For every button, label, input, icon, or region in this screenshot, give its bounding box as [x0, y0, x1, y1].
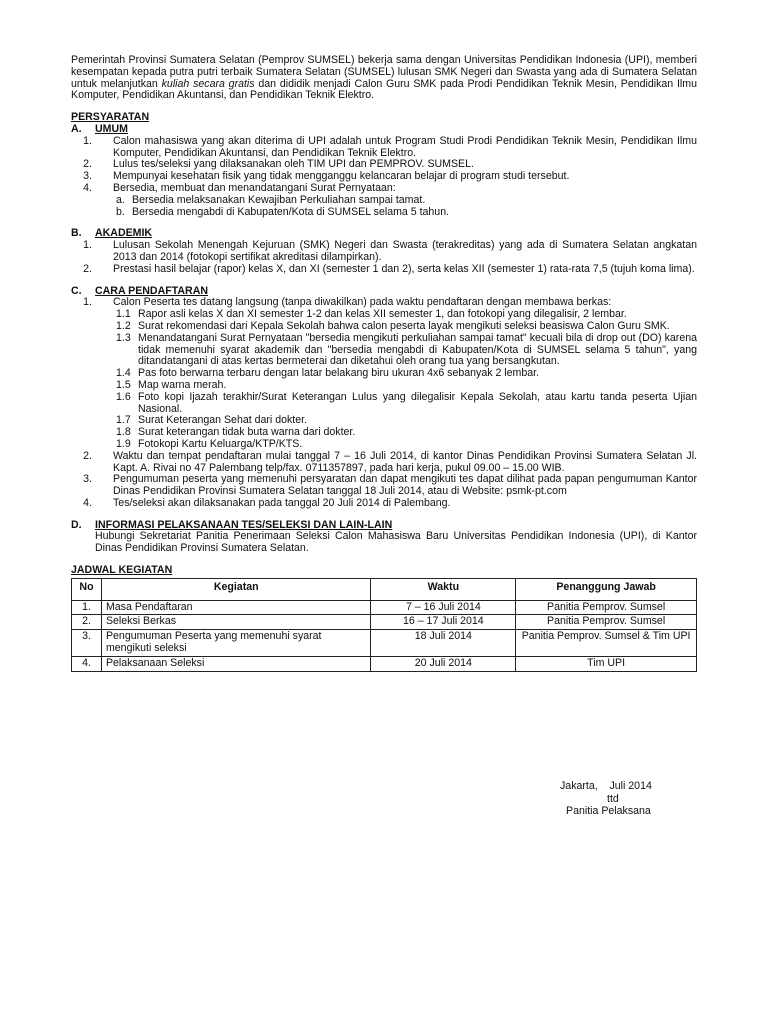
sub-list-item: a. Bersedia melaksanakan Kewajiban Perkuliahan sampai tamat. [116, 193, 426, 206]
sub-list-item: 1.8 Surat keterangan tidak buta warna dari dokter. [116, 426, 356, 439]
intro-text-1: Pemerintah Provinsi Sumatera Selatan (Pemprov SUMSEL) bekerja sama dengan Universitas Pendidikan Indonesia (UPI), memberi kesempatan kepada putra putri terbaik Sumatera Selatan (SUMSEL) lulusan SMK Negeri dan Swasta yang ada di Sumatera Selatan untuk melanjutkan [71, 54, 697, 90]
table-header-row [72, 578, 697, 600]
section-umum-heading: A. UMUM [71, 122, 128, 135]
sub-list-item: 1.1 Rapor asli kelas X dan XI semester 1-2 dan kelas XII semester 1, dan fotokopi yang dilegalisir, 2 lembar. [116, 308, 627, 321]
informasi-paragraph: Hubungi Sekretariat Panitia Penerimaan Seleksi Calon Mahasiswa Baru Universitas Pendidikan Indonesia (UPI), di Kantor Dinas Pendidikan Provinsi Sumatera Selatan. [95, 530, 697, 555]
table-header-cell: Penanggung Jawab [516, 578, 697, 600]
list-item: 2. Waktu dan tempat pendaftaran mulai tanggal 7 – 16 Juli 2014, di kantor Dinas Pendidikan Provinsi Sumatera Selatan Jl. Kapt. A. Rivai no 47 Palembang telp/fax. 0711357897, pada hari kerja, pukul 09.00 – 15.00 WIB. [83, 449, 697, 474]
list-item: 3. Pengumuman peserta yang memenuhi persyaratan dan dapat mengikuti tes dapat dilihat pada papan pengumuman Kantor Dinas Pendidikan Provinsi Sumatera Selatan tanggal 18 Juli 2014, atau di Website: psmk-pt.com [83, 473, 697, 498]
table-cell: 4. [72, 656, 102, 671]
table-row [72, 600, 697, 615]
signature-signer: Panitia Pelaksana [566, 805, 651, 817]
section-cara-heading: C. CARA PENDAFTARAN [71, 284, 208, 297]
sub-list-item: 1.4 Pas foto berwarna terbaru dengan latar belakang biru ukuran 4x6 sebanyak 2 lembar. [116, 367, 540, 380]
persyaratan-section [71, 112, 697, 555]
table-cell: 20 Juli 2014 [371, 656, 516, 671]
persyaratan-heading: PERSYARATAN [71, 111, 150, 124]
table-row [72, 656, 697, 671]
sub-list-item: 1.7 Surat Keterangan Sehat dari dokter. [116, 414, 308, 427]
table-cell: 1. [72, 600, 102, 615]
table-cell: Pengumuman Peserta yang memenuhi syarat mengikuti seleksi [101, 630, 371, 657]
signature-ttd: ttd [607, 792, 619, 805]
table-cell: Pelaksanaan Seleksi [101, 656, 371, 671]
jadwal-table [71, 578, 697, 672]
list-item: 1. Lulusan Sekolah Menengah Kejuruan (SMK) Negeri dan Swasta (terakreditas) yang ada di Sumatera Selatan angkatan 2013 dan 2014 (fotokopi sertifikat akreditasi dilampirkan). [83, 239, 697, 263]
sub-list-item: 1.9 Fotokopi Kartu Keluarga/KTP/KTS. [116, 437, 303, 450]
document-page [71, 55, 697, 672]
signature-place-date: Jakarta, Juli 2014 [560, 780, 652, 792]
table-cell: 2. [72, 615, 102, 630]
table-cell: Panitia Pemprov. Sumsel & Tim UPI [516, 630, 697, 657]
jadwal-heading: JADWAL KEGIATAN [71, 564, 173, 577]
intro-paragraph [71, 55, 697, 102]
list-item: 1. Calon Peserta tes datang langsung (tanpa diwakilkan) pada waktu pendaftaran dengan membawa berkas: [83, 296, 612, 309]
table-cell: 16 – 17 Juli 2014 [371, 615, 516, 630]
table-cell: Seleksi Berkas [101, 615, 371, 630]
table-row [72, 615, 697, 630]
signature-block [560, 780, 700, 818]
section-informasi-heading: D. INFORMASI PELAKSANAAN TES/SELEKSI DAN LAIN-LAIN [71, 518, 393, 531]
table-header-cell: Kegiatan [101, 578, 371, 600]
table-row [72, 630, 697, 657]
table-cell: Masa Pendaftaran [101, 600, 371, 615]
section-akademik-heading: B. AKADEMIK [71, 227, 153, 240]
table-cell: Panitia Pemprov. Sumsel [516, 600, 697, 615]
list-item: 2. Lulus tes/seleksi yang dilaksanakan oleh TIM UPI dan PEMPROV. SUMSEL. [83, 158, 474, 171]
intro-text-2: dan dididik menjadi Calon Guru SMK pada Prodi Pendidikan Teknik Mesin, Pendidikan Ilmu Komputer, Pendidikan Akuntansi, dan Pendidikan Teknik Elektro. [71, 77, 697, 102]
sub-list-item: 1.5 Map warna merah. [116, 378, 227, 391]
sub-list-item: b. Bersedia mengabdi di Kabupaten/Kota di SUMSEL selama 5 tahun. [116, 205, 450, 218]
sub-list-item: 1.2 Surat rekomendasi dari Kepala Sekolah bahwa calon peserta layak mengikuti seleksi beasiswa Calon Guru SMK. [116, 319, 670, 332]
intro-italic-text: kuliah secara gratis [161, 77, 255, 90]
table-header-cell: Waktu [371, 578, 516, 600]
sub-list-item: 1.6 Foto kopi Ijazah terakhir/Surat Keterangan Lulus yang dilegalisir Kepala Sekolah, atau kartu tanda peserta Ujian Nasional. [116, 390, 697, 415]
table-cell: 7 – 16 Juli 2014 [371, 600, 516, 615]
list-item: 1. Calon mahasiswa yang akan diterima di UPI adalah untuk Program Studi Prodi Pendidikan Teknik Mesin, Pendidikan Ilmu Komputer, Pendidikan Akuntansi, dan Pendidikan Teknik Elektro. [83, 134, 697, 159]
list-item: 3. Mempunyai kesehatan fisik yang tidak mengganggu kelancaran belajar di program studi tersebut. [83, 170, 570, 183]
sub-list-item: 1.3 Menandatangani Surat Pernyataan "bersedia mengikuti perkuliahan sampai tamat" kecuali bila di drop out (DO) karena tidak memenuhi syarat akademik dan "bersedia mengabdi di Kabupaten/Kota di SUMSEL selama 5 tahun", yang ditandatangani di atas kertas bermeterai dan diketahui oleh orang tua yang bersangkutan. [116, 331, 697, 368]
table-header-cell: No [72, 578, 102, 600]
table-cell: Tim UPI [516, 656, 697, 671]
table-cell: Panitia Pemprov. Sumsel [516, 615, 697, 630]
list-item: 4. Bersedia, membuat dan menandatangani Surat Pernyataan: [83, 181, 396, 194]
table-cell: 3. [72, 630, 102, 657]
list-item: 4. Tes/seleksi akan dilaksanakan pada tanggal 20 Juli 2014 di Palembang. [83, 496, 451, 509]
table-cell: 18 Juli 2014 [371, 630, 516, 657]
list-item: 2. Prestasi hasil belajar (rapor) kelas X, dan XI (semester 1 dan 2), serta kelas XII (semester 1) rata-rata 7,5 (tujuh koma lima). [83, 262, 695, 275]
